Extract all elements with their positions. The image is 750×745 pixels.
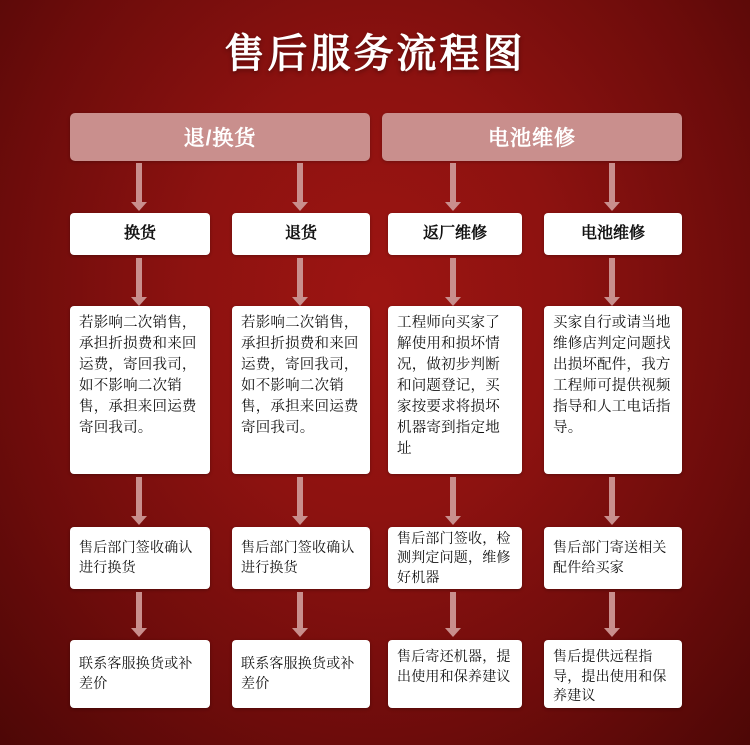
arrow-group1-col2 — [445, 163, 461, 211]
arrow-step3-step4-col2 — [445, 592, 461, 637]
arrow-step2-step3-col0 — [131, 477, 147, 525]
step3-box-col2: 售后部门签收，检测判定问题，维修好机器 — [388, 527, 522, 589]
group-header-battery: 电池维修 — [382, 113, 682, 161]
arrow-group0-col1 — [292, 163, 308, 211]
arrow-step1-step2-col0 — [131, 258, 147, 306]
step1-box-col0: 换货 — [70, 213, 210, 255]
arrow-step2-step3-col2 — [445, 477, 461, 525]
step1-box-col2: 返厂维修 — [388, 213, 522, 255]
arrow-group1-col3 — [604, 163, 620, 211]
arrow-step3-step4-col0 — [131, 592, 147, 637]
step1-box-col3: 电池维修 — [544, 213, 682, 255]
step2-box-col0: 若影响二次销售，承担折损费和来回运费，寄回我司，如不影响二次销售，承担来回运费寄回我司。 — [70, 306, 210, 474]
arrow-group0-col0 — [131, 163, 147, 211]
step2-box-col3: 买家自行或请当地维修店判定问题找出损坏配件，我方工程师可提供视频指导和人工电话指导。 — [544, 306, 682, 474]
step3-box-col0: 售后部门签收确认进行换货 — [70, 527, 210, 589]
arrow-step1-step2-col3 — [604, 258, 620, 306]
step3-box-col3: 售后部门寄送相关配件给买家 — [544, 527, 682, 589]
group-header-returns: 退/换货 — [70, 113, 370, 161]
step3-box-col1: 售后部门签收确认进行换货 — [232, 527, 370, 589]
arrow-step1-step2-col1 — [292, 258, 308, 306]
step4-box-col3: 售后提供远程指导，提出使用和保养建议 — [544, 640, 682, 708]
arrow-step3-step4-col1 — [292, 592, 308, 637]
arrow-step1-step2-col2 — [445, 258, 461, 306]
page-title: 售后服务流程图 — [224, 32, 526, 76]
arrow-step2-step3-col1 — [292, 477, 308, 525]
step2-box-col1: 若影响二次销售，承担折损费和来回运费，寄回我司，如不影响二次销售，承担来回运费寄回我司。 — [232, 306, 370, 474]
step2-box-col2: 工程师向买家了解使用和损坏情况，做初步判断和问题登记，买家按要求将损坏机器寄到指定地址 — [388, 306, 522, 474]
arrow-step3-step4-col3 — [604, 592, 620, 637]
step4-box-col1: 联系客服换货或补差价 — [232, 640, 370, 708]
arrow-step2-step3-col3 — [604, 477, 620, 525]
step4-box-col2: 售后寄还机器，提出使用和保养建议 — [388, 640, 522, 708]
step4-box-col0: 联系客服换货或补差价 — [70, 640, 210, 708]
step1-box-col1: 退货 — [232, 213, 370, 255]
